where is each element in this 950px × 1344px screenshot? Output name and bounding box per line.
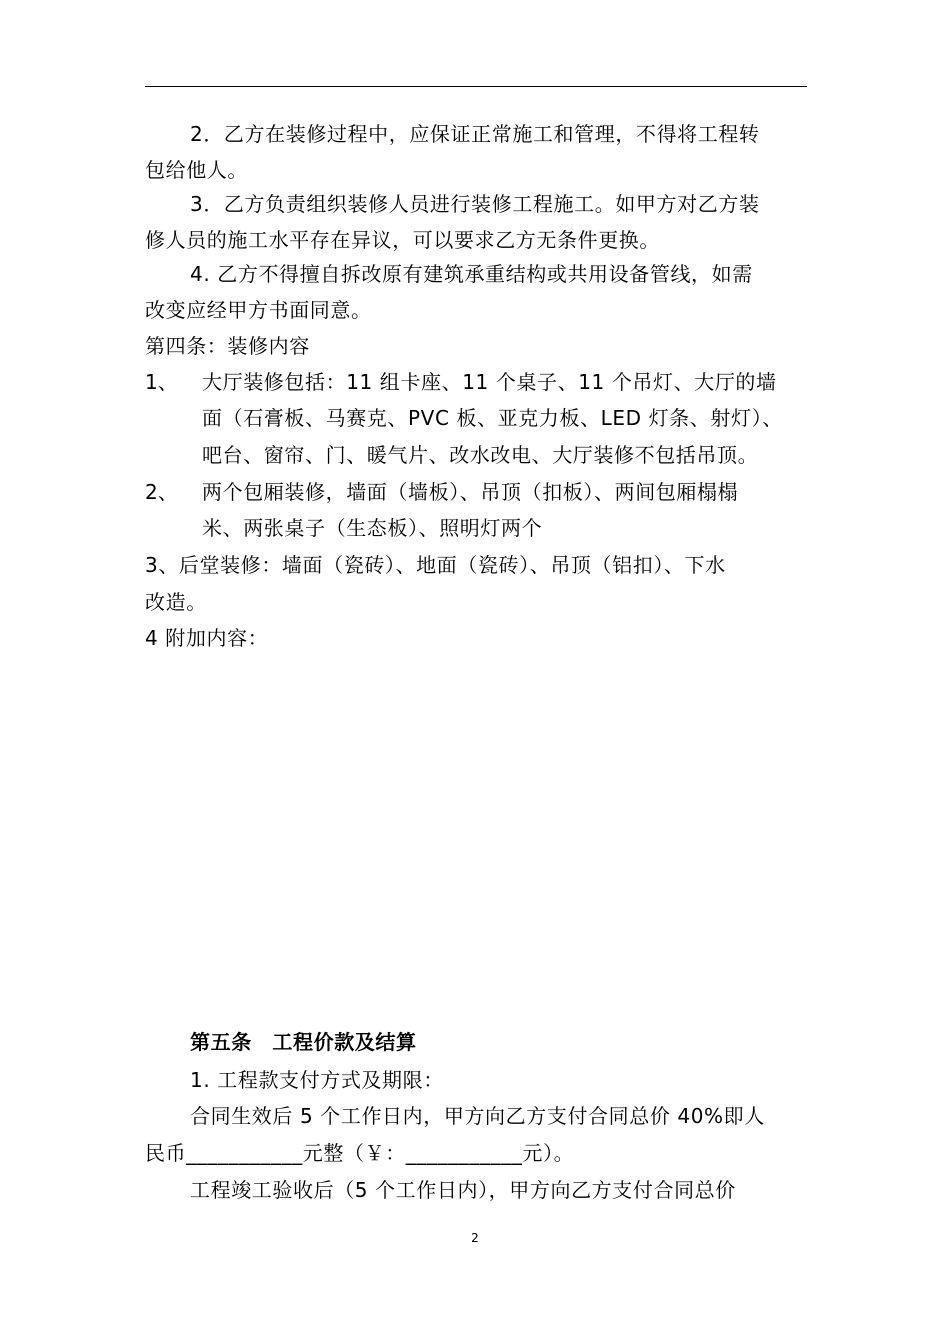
clause-3-line-2: 修人员的施工水平存在异议，可以要求乙方无条件更换。 [145,228,660,252]
clause-3-line-1: 3．乙方负责组织装修人员进行装修工程施工。如甲方对乙方装 [190,192,760,216]
item-3-line-2: 改造。 [145,590,207,614]
item-1-line-2: 面（石膏板、马赛克、PVC 板、亚克力板、LED 灯条、射灯）、 [202,406,783,430]
article-5-para-1-line-2: 民币___________元整（￥：___________元）。 [145,1141,575,1165]
item-2-number: 2、 [145,480,178,504]
item-2-line-1: 两个包厢装修，墙面（墙板）、吊顶（扣板）、两间包厢榻榻 [202,480,739,504]
page-number: 2 [471,1231,479,1245]
item-1-number: 1、 [145,370,178,394]
clause-2-line-1: 2．乙方在装修过程中，应保证正常施工和管理，不得将工程转 [190,122,760,146]
item-3-line-1: 3、后堂装修：墙面（瓷砖）、地面（瓷砖）、吊顶（铝扣）、下水 [145,553,726,577]
article-5-para-1-line-1: 合同生效后 5 个工作日内，甲方向乙方支付合同总价 40%即人 [190,1104,765,1128]
item-2-line-2: 米、两张桌子（生态板）、照明灯两个 [202,516,543,540]
article-5-item-1: 1. 工程款支付方式及期限： [190,1068,444,1092]
article-5-para-2-line-1: 工程竣工验收后（5 个工作日内），甲方向乙方支付合同总价 [190,1178,736,1202]
header-rule [145,86,807,87]
item-1-line-1: 大厅装修包括：11 组卡座、11 个桌子、11 个吊灯、大厅的墙 [202,370,777,394]
clause-4-line-1: 4. 乙方不得擅自拆改原有建筑承重结构或共用设备管线，如需 [190,262,753,286]
article-4-heading: 第四条：装修内容 [145,334,310,358]
article-5-heading: 第五条 工程价款及结算 [190,1030,417,1054]
item-1-line-3: 吧台、窗帘、门、暖气片、改水改电、大厅装修不包括吊顶。 [202,443,759,467]
clause-2-line-2: 包给他人。 [145,158,248,182]
clause-4-line-2: 改变应经甲方书面同意。 [145,298,372,322]
item-4-line: 4 附加内容： [145,626,269,650]
